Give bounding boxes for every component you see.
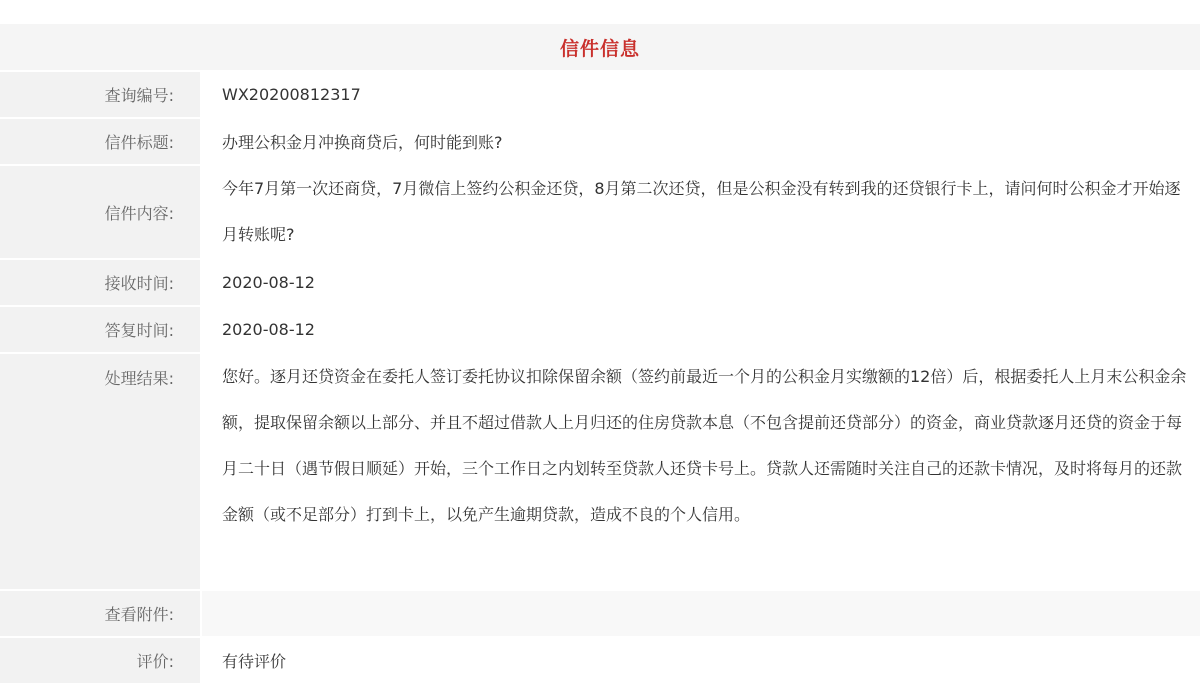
- page-title: 信件信息: [559, 37, 640, 60]
- subject-value: 办理公积金月冲换商贷后，何时能到账?: [202, 119, 1200, 164]
- row-subject: [0, 119, 1200, 166]
- attachment-value[interactable]: [202, 591, 1200, 636]
- query-no-value: WX20200812317: [202, 72, 1200, 117]
- attachment-label: 查看附件:: [0, 591, 202, 636]
- row-query-no: [0, 72, 1200, 119]
- rating-label: 评价:: [0, 638, 202, 683]
- table-header: [0, 24, 1200, 72]
- row-reply-time: [0, 307, 1200, 354]
- reply-time-label: 答复时间:: [0, 307, 202, 352]
- rating-value: 有待评价: [202, 638, 1200, 683]
- query-no-label: 查询编号:: [0, 72, 202, 117]
- result-label: 处理结果:: [0, 354, 202, 589]
- received-time-value: 2020-08-12: [202, 260, 1200, 305]
- content-value: 今年7月第一次还商贷，7月微信上签约公积金还贷，8月第二次还贷，但是公积金没有转到我的还贷银行卡上，请问何时公积金才开始逐月转账呢?: [202, 166, 1200, 258]
- row-received-time: [0, 260, 1200, 307]
- received-time-label: 接收时间:: [0, 260, 202, 305]
- row-rating: [0, 638, 1200, 685]
- subject-label: 信件标题:: [0, 119, 202, 164]
- letter-info-table: [0, 24, 1200, 685]
- reply-time-value: 2020-08-12: [202, 307, 1200, 352]
- row-attachment: [0, 591, 1200, 638]
- row-content: [0, 166, 1200, 260]
- result-value: 您好。逐月还贷资金在委托人签订委托协议扣除保留余额（签约前最近一个月的公积金月实缴额的12倍）后，根据委托人上月末公积金余额，提取保留余额以上部分、并且不超过借款人上月归还的住房贷款本息（不包含提前还贷部分）的资金，商业贷款逐月还贷的资金于每月二十日（遇节假日顺延）开始，三个工作日之内划转至贷款人还贷卡号上。贷款人还需随时关注自己的还款卡情况，及时将每月的还款金额（或不足部分）打到卡上，以免产生逾期贷款，造成不良的个人信用。: [202, 354, 1200, 589]
- row-result: [0, 354, 1200, 591]
- content-label: 信件内容:: [0, 166, 202, 258]
